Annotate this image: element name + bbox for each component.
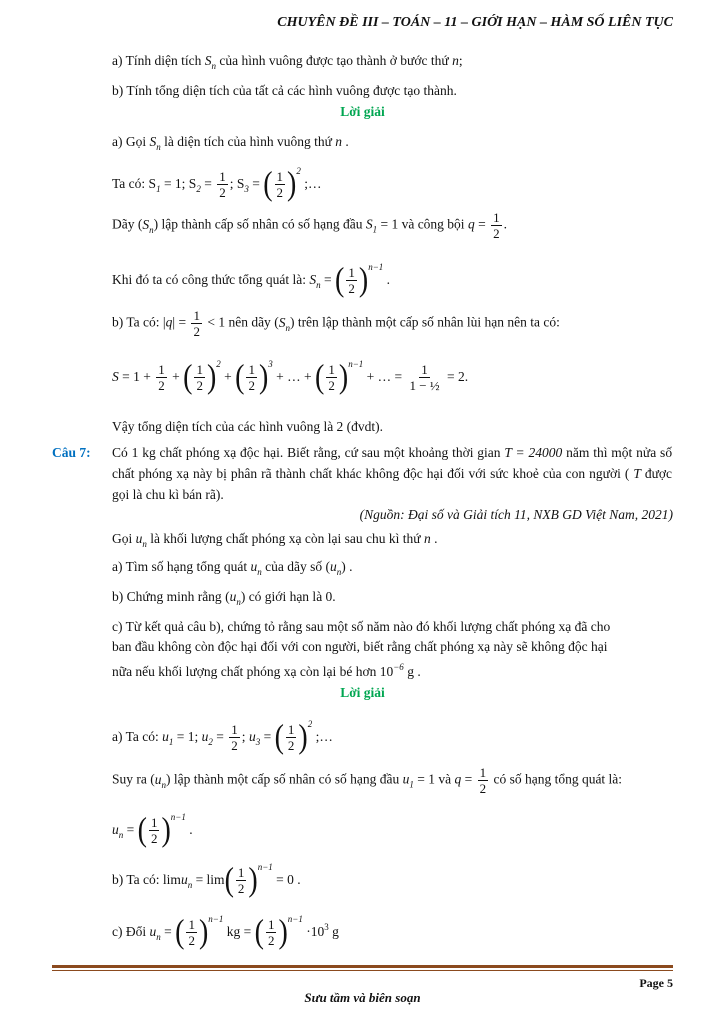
q7-goi: Gọi $u_n$ là khối lượng chất phóng xạ còn lại sau chu kì thứ n . [112,531,438,549]
q6-ta-co: Ta có: $S_1 = 1$; $S_2$ = $\frac{1}{2}$ ; $S_3$ = ( $\frac{1}{2}$ )$^2$ ;… [112,165,322,203]
footer-rule-thin [52,970,673,971]
q6-part-a: a) Tính diện tích $S_n$ của hình vuông được tạo thành ở bước thứ n; [112,53,463,71]
q7-sol-a: a) Ta có: $u_1 = 1$; $u_2$ = $\frac{1}{2}$ ; $u_3$ = ( $\frac{1}{2}$ )$^2$ ;… [112,718,333,756]
q6-sol-a: a) Gọi $S_n$ là diện tích của hình vuông thứ n . [112,134,349,152]
q7-label: Câu 7: [52,445,91,460]
q6-khi: Khi đó ta có công thức tổng quát là: $S_n$ = ( $\frac{1}{2}$ )$^{n-1}$ . [112,261,391,299]
q6-part-b: b) Tính tổng diện tích của tất cả các hình vuông được tạo thành. [112,83,457,98]
footer-rule [52,965,673,968]
q7-part-c-line3: nữa nếu khối lượng chất phóng xạ còn lại bé hơn $10^{-6}$ g . [112,662,421,679]
q7-solution-title: Lời giải [340,685,385,700]
q6-part-b-solution: b) Ta có: |q| = $\frac{1}{2}$ < 1 nên dãy $(S_n)$ trên lập thành một cấp số nhân lùi hạn nên ta có: [112,308,560,339]
q6-day: Dãy $(S_n)$ lập thành cấp số nhân có số hạng đầu $S_1 = 1$ và công bội q = $\frac{1}{2}$ . [112,210,507,241]
q7-statement: Có 1 kg chất phóng xạ độc hại. Biết rằng, cứ sau một khoảng thời gian T = 24000 năm thì một nửa số chất phóng xạ này bị phân rã thành chất khác không độc hại đối với sức khoẻ của con người ( T được gọi là chu kì bán rã). [112,445,673,502]
q7-suy-ra: Suy ra $(u_n)$ lập thành một cấp số nhân có số hạng đầu $u_1 = 1$ và q = $\frac{1}{2}$ có số hạng tổng quát là: [112,765,623,796]
footer-credit: Sưu tầm và biên soạn [304,990,421,1005]
q7-sol-c: c) Đổi $u_n$ = ( $\frac{1}{2}$ )$^{n-1}$ kg = ( $\frac{1}{2}$ )$^{n-1} \cdot 10^3$ g [112,913,339,951]
q7-source: (Nguồn: Đại số và Giải tích 11, NXB GD Việt Nam, 2021) [359,507,673,522]
q6-sum-formula: S = 1 + $\frac{1}{2}$ + ( $\frac{1}{2}$ )$^2$ + ( $\frac{1}{2}$ )$^3$ + … + ( $\frac{1}{2}$ )$^{n-1}$ + … = $\frac{1}{\text{1 − ½}}$ = 2. [112,358,469,396]
page-header: CHUYÊN ĐỀ III – TOÁN – 11 – GIỚI HẠN – HÀM SỐ LIÊN TỤC [277,15,673,30]
page-number: Page 5 [639,976,673,990]
q7-sol-b: b) Ta có: limu$_n$ = lim( $\frac{1}{2}$ )$^{n-1}$ = 0 . [112,861,301,899]
q6-conclusion: Vậy tổng diện tích của các hình vuông là 2 (đvdt). [112,419,384,434]
q7-general-term: $u_n$ = ( $\frac{1}{2}$ )$^{n-1}$ . [112,811,193,849]
q7-part-c-line1: c) Từ kết quả câu b), chứng tỏ rằng sau một số năm nào đó khối lượng chất phóng xạ đã cho [112,619,611,634]
q7-part-c-line2: ban đầu không còn độc hại đối với con người, biết rằng chất phóng xạ này sẽ không độc hại [112,639,608,654]
q7-part-a: a) Tìm số hạng tổng quát $u_n$ của dãy số $(u_n)$ . [112,559,353,577]
q7-part-b: b) Chứng minh rằng $(u_n)$ có giới hạn là 0. [112,589,336,607]
q6-solution-title: Lời giải [340,104,385,119]
